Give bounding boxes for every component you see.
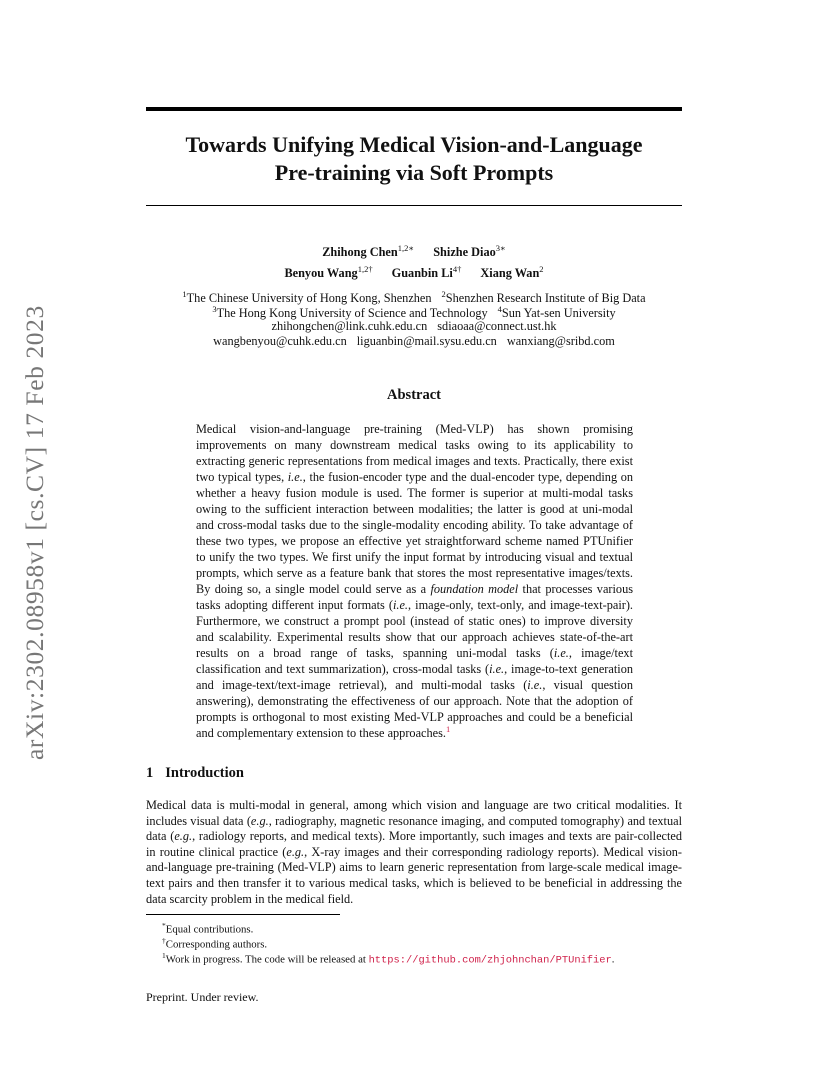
abstract-paragraph: Medical vision-and-language pre-training (Med-VLP) has shown promising improvements on many downstream medical tasks owing to its applicability to extracting generic representations from medical images and texts. Practically, there exist two typical types, i.e., the fusion-encoder type and the dual-encoder type, depending on whether a heavy fusion module is used. The former is superior at multi-modal tasks owing to the sufficient interaction between modalities; the latter is good at uni-modal and cross-modal tasks due to the single-modality encoding ability. To take advantage of these two types, we propose an effective yet straightforward scheme named PTUnifier to unify the two types. We first unify the input format by introducing visual and textual prompts, which serve as a feature bank that stores the most representative images/texts. By doing so, a single model could serve as a foundation model that processes various tasks adopting different input formats (i.e., image-only, text-only, and image-text-pair). Furthermore, we construct a prompt pool (instead of static ones) to improve diversity and scalability. Experimental results show that our approach achieves state-of-the-art results on a broad range of tasks, spanning uni-modal tasks (i.e., image/text classification and text summarization), cross-modal tasks (i.e., image-to-text generation and image-text/text-image retrieval), and multi-modal tasks (i.e., visual question answering), demonstrating the effectiveness of our approach. Note that the adoption of prompts is orthogonal to most existing Med-VLP approaches and could be a beneficial and complementary extension to these approaches.$^1$ xyxy=(196,422,633,740)
email-line-2 xyxy=(146,334,682,349)
author: Zhihong Chen$^{1,2∗}$ xyxy=(322,243,415,260)
preprint-footer: Preprint. Under review. xyxy=(146,990,259,1004)
section-number: 1 xyxy=(146,765,154,781)
introduction-paragraph: Medical data is multi-modal in general, among which vision and language are two critical modalities. It includes visual data (e.g., radiography, magnetic resonance imaging, and computed tomography) and textual data (e.g., radiology reports, and medical texts). More importantly, such images and texts are pair-collected in routine clinical practice (e.g., X-ray images and their corresponding radiology reports). Medical vision-and-language pre-training (Med-VLP) aims to learn generic representation from large-scale medical image-text pairs and then transfer it to various medical tasks, which is believed to be beneficial in addressing the data scarcity problem in the medical field. xyxy=(146,798,683,906)
code-url-link[interactable]: https://github.com/zhjohnchan/PTUnifier xyxy=(368,954,612,967)
affiliation: Shenzhen Research Institute of Big Data xyxy=(445,291,646,306)
arxiv-identifier: arXiv:2302.08958v1 [cs.CV] 17 Feb 2023 xyxy=(20,305,49,760)
author: Benyou Wang$^{1,2\dagger}$ xyxy=(284,264,373,281)
footnote-equal-contribution: *Equal contributions. xyxy=(162,921,254,936)
email: sdiaoaa@connect.ust.hk xyxy=(437,319,557,333)
section-title: Introduction xyxy=(165,765,244,781)
email-line-1 xyxy=(146,319,682,334)
footnote-link[interactable]: 1 xyxy=(445,723,451,734)
author-line-2 xyxy=(146,264,682,281)
affiliation-line-1: $^1$The Chinese University of Hong Kong, Shenzhen $^2$Shenzhen Research Institute of Big Data xyxy=(182,289,646,306)
author-line-1 xyxy=(146,243,682,260)
title-bottom-rule xyxy=(146,205,682,206)
author: Xiang Wan$^2$ xyxy=(480,264,544,281)
email: wanxiang@sribd.com xyxy=(506,334,615,348)
footnote-rule xyxy=(146,914,340,915)
introduction-body xyxy=(146,798,682,907)
affiliation: Sun Yat-sen University xyxy=(501,306,616,321)
affiliation-line-2: $^3$The Hong Kong University of Science and Technology $^4$Sun Yat-sen University xyxy=(212,304,616,321)
affiliation: The Chinese University of Hong Kong, Shenzhen xyxy=(186,291,432,306)
author: Shizhe Diao$^{3∗}$ xyxy=(433,243,506,260)
top-rule xyxy=(146,107,682,111)
email: zhihongchen@link.cuhk.edu.cn xyxy=(271,319,428,333)
abstract-body xyxy=(196,421,633,741)
footnote-code-release: $^1$Work in progress. The code will be released at https://github.com/zhjohnchan/PTUnifier. xyxy=(162,951,615,967)
affiliation: The Hong Kong University of Science and Technology xyxy=(216,306,488,321)
abstract-heading: Abstract xyxy=(387,387,441,403)
footnote-corresponding: †Corresponding authors. xyxy=(162,936,268,951)
title-line-1: Towards Unifying Medical Vision-and-Language xyxy=(185,132,643,157)
title-line-2: Pre-training via Soft Prompts xyxy=(274,160,554,185)
paper-title xyxy=(146,131,682,187)
author: Guanbin $Li^{4\dagger}$ xyxy=(391,264,462,281)
email: liguanbin@mail.sysu.edu.cn xyxy=(356,334,497,348)
section-heading-introduction xyxy=(146,765,256,782)
email: wangbenyou@cuhk.edu.cn xyxy=(213,334,347,348)
